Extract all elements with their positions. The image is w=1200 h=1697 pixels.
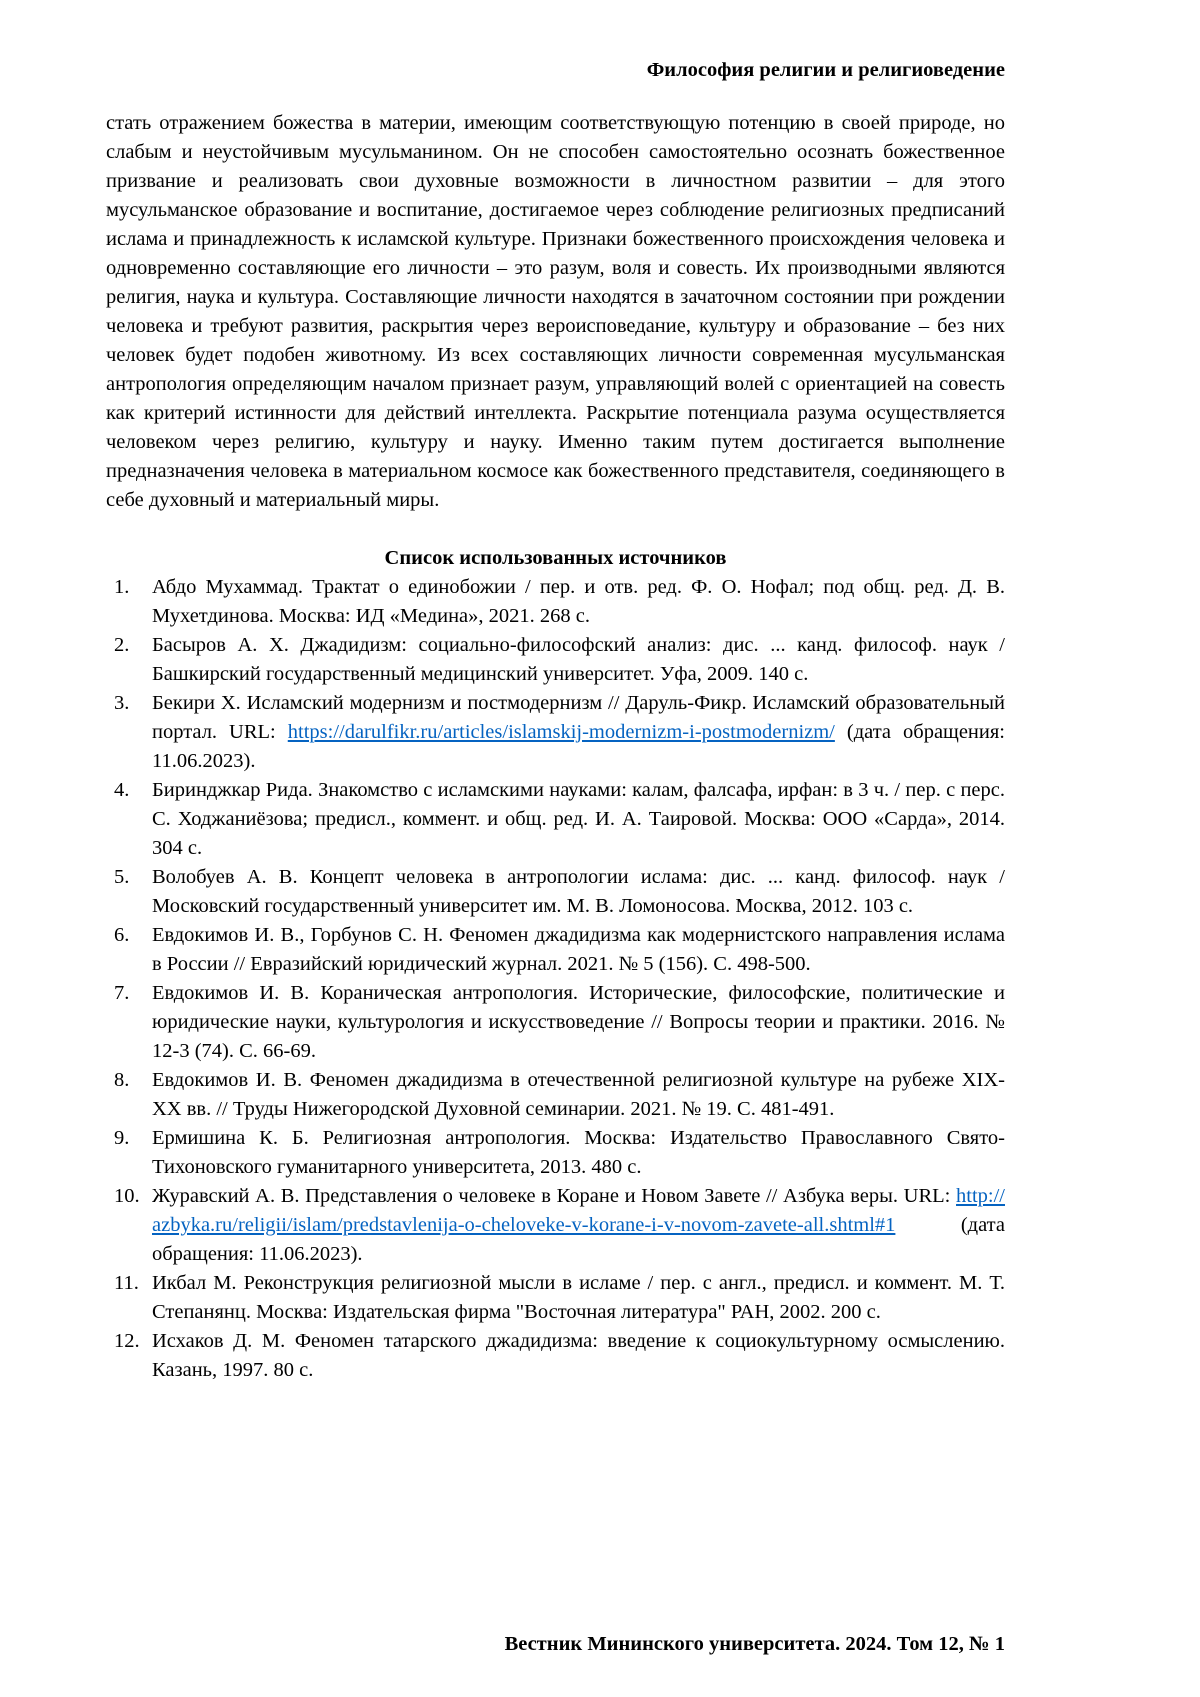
reference-text-post: (дата обращения: 11.06.2023).	[152, 721, 1005, 772]
reference-number: 5.	[114, 866, 130, 888]
reference-item	[106, 1269, 1005, 1327]
reference-number: 9.	[114, 1127, 130, 1149]
reference-link-azbyka[interactable]: http://azbyka.ru/religii/islam/predstavlenija-o-cheloveke-v-korane-i-v-novom-zavete-all.shtml#1	[152, 1185, 1005, 1236]
reference-link-darulfikr[interactable]: https://darulfikr.ru/articles/islamskij-modernizm-i-postmodernizm/	[287, 721, 835, 743]
reference-item	[106, 1182, 1005, 1269]
references-list	[106, 573, 1005, 1385]
reference-number: 11.	[114, 1272, 139, 1294]
reference-number: 2.	[114, 634, 130, 656]
reference-number: 12.	[114, 1330, 140, 1352]
reference-text: Икбал М. Реконструкция религиозной мысли в исламе / пер. с англ., предисл. и коммент. М. Т. Степанянц. Москва: Издательская фирма "Восточная литература" РАН, 2002. 200 с.	[152, 1272, 1005, 1323]
reference-number: 10.	[114, 1185, 140, 1207]
reference-number: 8.	[114, 1069, 130, 1091]
reference-text: Ермишина К. Б. Религиозная антропология. Москва: Издательство Православного Свято-Тихоновского гуманитарного университета, 2013. 480 с.	[152, 1127, 1005, 1178]
page-footer: Вестник Мининского университета. 2024. Том 12, № 1	[504, 1633, 1005, 1655]
reference-text	[152, 1182, 1005, 1269]
reference-text: Биринджкар Рида. Знакомство с исламскими науками: калам, фалсафа, ирфан: в 3 ч. / пер. с перс. С. Ходжаниёзова; предисл., коммент. и общ. ред. И. А. Таировой. Москва: ООО «Сарда», 2014. 304 с.	[152, 779, 1005, 859]
reference-text: Исхаков Д. М. Феномен татарского джадидизма: введение к социокультурному осмыслению. Казань, 1997. 80 с.	[152, 1330, 1005, 1381]
reference-text	[152, 689, 1005, 776]
reference-number: 6.	[114, 924, 130, 946]
reference-item	[106, 631, 1005, 689]
reference-item	[106, 1327, 1005, 1385]
reference-item	[106, 573, 1005, 631]
reference-text: Евдокимов И. В. Кораническая антропология. Исторические, философские, политические и юридические науки, культурология и искусствоведение // Вопросы теории и практики. 2016. № 12-3 (74). С. 66-69.	[152, 982, 1005, 1062]
reference-item	[106, 776, 1005, 863]
reference-text-pre: Журавский А. В. Представления о человеке в Коране и Новом Завете // Азбука веры. URL:	[152, 1185, 957, 1207]
references-heading: Список использованных источников	[384, 547, 727, 569]
reference-item	[106, 1124, 1005, 1182]
body-paragraph: стать отражением божества в материи, имеющим соответствующую потенцию в своей природе, но слабым и неустойчивым мусульманином. Он не способен самостоятельно осознать божественное призвание и реализовать свои духовные возможности в личностном развитии – для этого мусульманское образование и воспитание, достигаемое через соблюдение религиозных предписаний ислама и принадлежность к исламской культуре. Признаки божественного происхождения человека и одновременно составляющие его личности – это разум, воля и совесть. Их производными являются религия, наука и культура. Составляющие личности находятся в зачаточном состоянии при рождении человека и требуют развития, раскрытия через вероисповедание, культуру и образование – без них человек будет подобен животному. Из всех составляющих личности современная мусульманская антропология определяющим началом признает разум, управляющий волей с ориентацией на совесть как критерий истинности для действий интеллекта. Раскрытие потенциала разума осуществляется человеком через религию, культуру и науку. Именно таким путем достигается выполнение предназначения человека в материальном космосе как божественного представителя, соединяющего в себе духовный и материальный миры.	[106, 112, 1005, 511]
reference-number: 7.	[114, 982, 130, 1004]
reference-text: Евдокимов И. В., Горбунов С. Н. Феномен джадидизма как модернистского направления ислама в России // Евразийский юридический журнал. 2021. № 5 (156). С. 498-500.	[152, 924, 1005, 975]
reference-number: 1.	[114, 576, 130, 598]
reference-text: Басыров А. Х. Джадидизм: социально-философский анализ: дис. ... канд. философ. наук / Башкирский государственный медицинский университет. Уфа, 2009. 140 с.	[152, 634, 1005, 685]
reference-number: 3.	[114, 692, 130, 714]
running-header: Философия религии и религиоведение	[646, 59, 1005, 81]
reference-text-pre: Бекири Х. Исламский модернизм и постмодернизм // Даруль-Фикр. Исламский образовательный портал. URL:	[152, 692, 1005, 743]
reference-item	[106, 1066, 1005, 1124]
reference-number: 4.	[114, 779, 130, 801]
reference-text: Евдокимов И. В. Феномен джадидизма в отечественной религиозной культуре на рубеже XIX-XX вв. // Труды Нижегородской Духовной семинарии. 2021. № 19. С. 481-491.	[152, 1069, 1005, 1120]
reference-text: Волобуев А. В. Концепт человека в антропологии ислама: дис. ... канд. философ. наук / Московский государственный университет им. М. В. Ломоносова. Москва, 2012. 103 с.	[152, 866, 1005, 917]
reference-text-post: (дата обращения: 11.06.2023).	[152, 1214, 1005, 1265]
reference-text: Абдо Мухаммад. Трактат о единобожии / пер. и отв. ред. Ф. О. Нофал; под общ. ред. Д. В. Мухетдинова. Москва: ИД «Медина», 2021. 268 с.	[152, 576, 1005, 627]
reference-item	[106, 921, 1005, 979]
reference-item	[106, 863, 1005, 921]
reference-item	[106, 979, 1005, 1066]
reference-item	[106, 689, 1005, 776]
